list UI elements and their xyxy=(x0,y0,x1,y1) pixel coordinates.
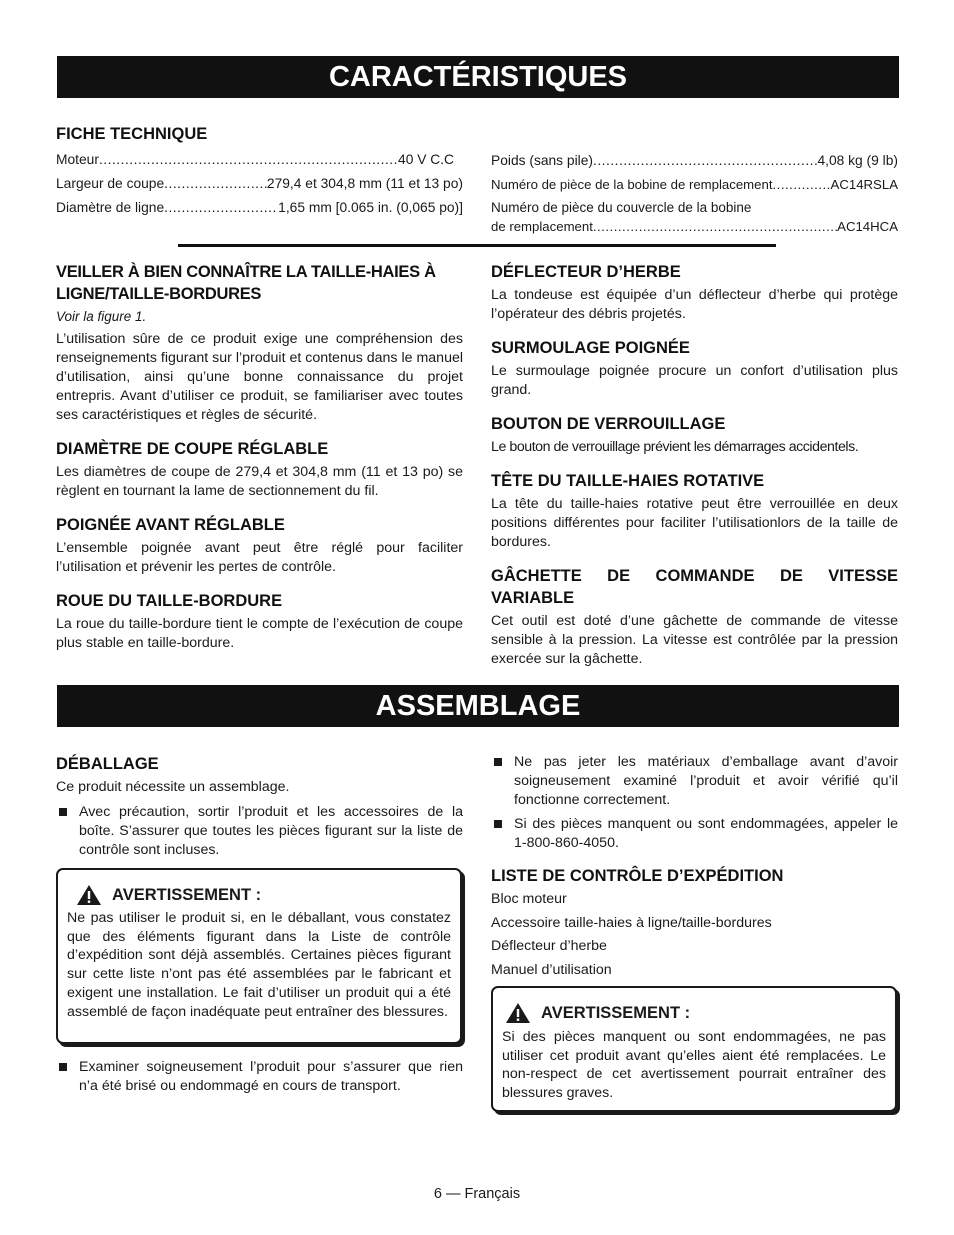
fiche-technique-title: FICHE TECHNIQUE xyxy=(56,125,208,143)
warning-triangle-icon xyxy=(505,1002,531,1024)
warning-text: Ne pas utiliser le produit si, en le déballant, vous constatez que des éléments figurant dans la Liste de contrôle d’expédition sont déjà assemblés. Certaines pièces figurant sur cette liste n’ont pas été assemblées par le fabricant et exigent une installation. Le fait d’utiliser un produit qui a été assemblé de façon inadéquate peut entraîner des blessures. xyxy=(67,910,451,1020)
spec-label: Largeur de coupe xyxy=(56,176,165,191)
spec-value: 1,65 mm [0.065 in. (0,065 po)] xyxy=(278,200,463,215)
bullet-item xyxy=(491,815,898,853)
bullet-text: Avec précaution, sortir l’produit et les accessoires de la boîte. S’assurer que toutes les pièces figurant sur la liste de contrôle sont incluses. xyxy=(79,804,463,858)
spec-value: 40 V C.C xyxy=(398,152,454,167)
feature-section xyxy=(491,565,898,669)
warning-title: AVERTISSEMENT : xyxy=(541,1003,691,1022)
deballage-intro: Ce produit nécessite un assemblage. xyxy=(56,779,290,795)
feature-text: La tondeuse est équipée d’un déflecteur d’herbe qui protège l’opérateur des débris projetés. xyxy=(491,287,898,322)
spec-row xyxy=(491,217,898,236)
feature-title: ROUE DU TAILLE-BORDURE xyxy=(56,592,283,610)
spec-label: Poids (sans pile) xyxy=(491,153,593,168)
feature-section xyxy=(56,590,463,653)
feature-section xyxy=(56,261,463,425)
features-left-column xyxy=(56,261,463,666)
checklist-item: Accessoire taille-haies à ligne/taille-bordures xyxy=(491,914,772,931)
spec-label: Numéro de pièce de la bobine de remplacement xyxy=(491,177,773,192)
spec-value: 279,4 et 304,8 mm (11 et 13 po) xyxy=(266,176,463,191)
warning-triangle-icon xyxy=(76,884,102,906)
deballage-title: DÉBALLAGE xyxy=(56,755,159,773)
spec-row-label-line xyxy=(491,198,898,217)
feature-text: La tête du taille-haies rotative peut être verrouillée en deux positions différentes pour faciliter l’utilisationlors de la taille de bordures. xyxy=(491,496,898,550)
feature-section xyxy=(491,337,898,400)
spec-label: Numéro de pièce du couvercle de la bobine xyxy=(491,200,752,215)
spec-label: Diamètre de ligne xyxy=(56,200,165,215)
feature-title: TÊTE DU TAILLE-HAIES ROTATIVE xyxy=(491,472,765,490)
bullet-square-icon xyxy=(494,820,502,828)
feature-section xyxy=(491,261,898,324)
spec-row xyxy=(491,151,898,170)
bullet-item xyxy=(491,753,898,810)
feature-title: BOUTON DE VERROUILLAGE xyxy=(491,415,726,433)
spec-value: AC14RSLA xyxy=(830,177,898,192)
warning-text: Si des pièces manquent ou sont endommagées, ne pas utiliser cet produit avant qu’elles aient été remplacées. Le non-respect de cet avertissement pourrait entraîner des blessures graves. xyxy=(502,1029,886,1102)
features-right-column xyxy=(491,261,898,682)
feature-text: L’utilisation sûre de ce produit exige une compréhension des renseignements figurant sur l’produit et contenus dans le manuel d’utilisation, ainsi qu’une bonne connaissance du projet entrepris. Avant d’utiliser ce produit, se familiariser avec toutes ses caractéristiques et règles de sécurité. xyxy=(56,331,463,423)
bullet-item xyxy=(56,1058,463,1096)
warning-box xyxy=(491,986,897,1112)
checklist-item: Manuel d’utilisation xyxy=(491,961,612,978)
checklist-item: Déflecteur d’herbe xyxy=(491,938,607,954)
feature-text: Les diamètres de coupe de 279,4 et 304,8 mm (11 et 13 po) se règlent en tournant la lame de sectionnement du fil. xyxy=(56,464,463,499)
feature-section xyxy=(491,413,898,457)
warning-header xyxy=(76,884,460,906)
feature-title: DÉFLECTEUR D’HERBE xyxy=(491,263,681,281)
spec-value: AC14HCA xyxy=(837,219,898,234)
section-banner-caracteristiques: CARACTÉRISTIQUES xyxy=(57,56,899,98)
bullet-square-icon xyxy=(59,1063,67,1071)
warning-header xyxy=(505,1002,895,1024)
feature-section xyxy=(56,514,463,577)
spec-row xyxy=(56,198,463,217)
bullet-text: Examiner soigneusement l’produit pour s’assurer que rien n’a été brisé ou endommagé en cours de transport. xyxy=(79,1059,463,1094)
feature-title: POIGNÉE AVANT RÉGLABLE xyxy=(56,516,285,534)
feature-title: GÂCHETTE DE COMMANDE DE VITESSE VARIABLE xyxy=(491,567,898,607)
assemblage-left-bottom xyxy=(56,1058,463,1101)
feature-text: Le surmoulage poignée procure un confort d’utilisation plus grand. xyxy=(491,363,898,398)
spec-row xyxy=(56,174,463,193)
bullet-text: Si des pièces manquent ou sont endommagées, appeler le 1-800-860-4050. xyxy=(514,816,898,851)
feature-section xyxy=(56,438,463,501)
feature-title: SURMOULAGE POIGNÉE xyxy=(491,339,690,357)
liste-title: LISTE DE CONTRÔLE D’EXPÉDITION xyxy=(491,867,784,885)
feature-title: VEILLER À BIEN CONNAÎTRE LA TAILLE-HAIES À LIGNE/TAILLE-BORDURES xyxy=(56,263,436,303)
feature-text: La roue du taille-bordure tient le compte de l’exécution de coupe plus stable en taille-bordure. xyxy=(56,616,463,651)
page-footer: 6 — Français xyxy=(433,1186,521,1202)
assemblage-right-column xyxy=(491,753,898,984)
spec-label: de remplacement xyxy=(491,219,593,234)
warning-title: AVERTISSEMENT : xyxy=(112,885,262,904)
spec-row xyxy=(56,150,454,169)
feature-text: Cet outil est doté d’une gâchette de commande de vitesse sensible à la pression. La vitesse est contrôlée par la pression exercée sur la gâchette. xyxy=(491,613,898,667)
assemblage-left-column xyxy=(56,753,463,865)
bullet-square-icon xyxy=(494,758,502,766)
spec-label: Moteur xyxy=(56,152,99,167)
figure-note: Voir la figure 1. xyxy=(56,309,147,324)
section-banner-assemblage: ASSEMBLAGE xyxy=(57,685,899,727)
bullet-text: Ne pas jeter les matériaux d’emballage avant d’avoir soigneusement examiné l’produit et avoir vérifié qu’il fonctionne correctement. xyxy=(514,754,898,808)
feature-section xyxy=(491,470,898,552)
warning-box xyxy=(56,868,462,1044)
bullet-item xyxy=(56,803,463,860)
feature-text: Le bouton de verrouillage prévient les démarrages accidentels. xyxy=(491,439,859,455)
divider-rule xyxy=(178,244,776,247)
checklist-item: Bloc moteur xyxy=(491,891,567,907)
bullet-square-icon xyxy=(59,808,67,816)
feature-title: DIAMÈTRE DE COUPE RÉGLABLE xyxy=(56,440,329,458)
spec-value: 4,08 kg (9 lb) xyxy=(817,153,898,168)
spec-row xyxy=(491,175,898,194)
feature-text: L’ensemble poignée avant peut être réglé pour faciliter l’utilisation et prévenir les pertes de contrôle. xyxy=(56,540,463,575)
